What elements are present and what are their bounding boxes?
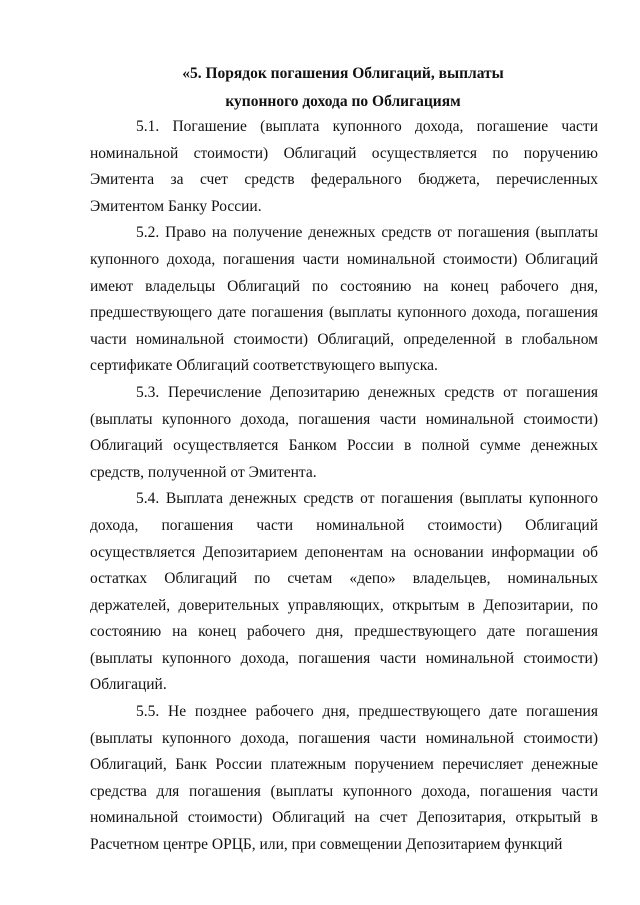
section-heading-line-1: «5. Порядок погашения Облигаций, выплаты <box>182 65 504 82</box>
document-body <box>90 114 598 859</box>
paragraph-5-4: 5.4. Выплата денежных средств от погашения (выплаты купонного дохода, погашения части номинальной стоимости) Облигаций осуществляется Депозитарием депонентам на основании информации об остатках Облигаций по счетам «депо» владельцев, номинальных держателей, доверительных управляющих, открытым в Депозитарии, по состоянию на конец рабочего дня, предшествующего дате погашения (выплаты купонного дохода, погашения части номинальной стоимости) Облигаций. <box>90 490 598 694</box>
paragraph-5-3: 5.3. Перечисление Депозитарию денежных средств от погашения (выплаты купонного дохода, погашения части номинальной стоимости) Облигаций осуществляется Банком России в полной сумме денежных средств, полученной от Эмитента. <box>90 383 598 481</box>
paragraph-5-1: 5.1. Погашение (выплата купонного дохода, погашение части номинальной стоимости) Облигаций осуществляется по поручению Эмитента за счет средств федерального бюджета, перечисленных Эмитентом Банку России. <box>90 118 598 215</box>
paragraph-5-2: 5.2. Право на получение денежных средств от погашения (выплаты купонного дохода, погашения части номинальной стоимости) Облигаций имеют владельцы Облигаций по состоянию на конец рабочего дня, предшествующего дате погашения (выплаты купонного дохода, погашения части номинальной стоимости) Облигаций, определенной в глобальном сертификате Облигаций соответствующего выпуска. <box>90 224 598 375</box>
section-heading-line-2: купонного дохода по Облигациям <box>225 93 461 110</box>
paragraph-5-5: 5.5. Не позднее рабочего дня, предшествующего дате погашения (выплаты купонного дохода, погашения части номинальной стоимости) Облигаций, Банк России платежным поручением перечисляет денежные средства для погашения (выплаты купонного дохода, погашения части номинальной стоимости) Облигаций на счет Депозитария, открытый в Расчетном центре ОРЦБ, или, при совмещении Депозитарием функций <box>90 703 598 854</box>
